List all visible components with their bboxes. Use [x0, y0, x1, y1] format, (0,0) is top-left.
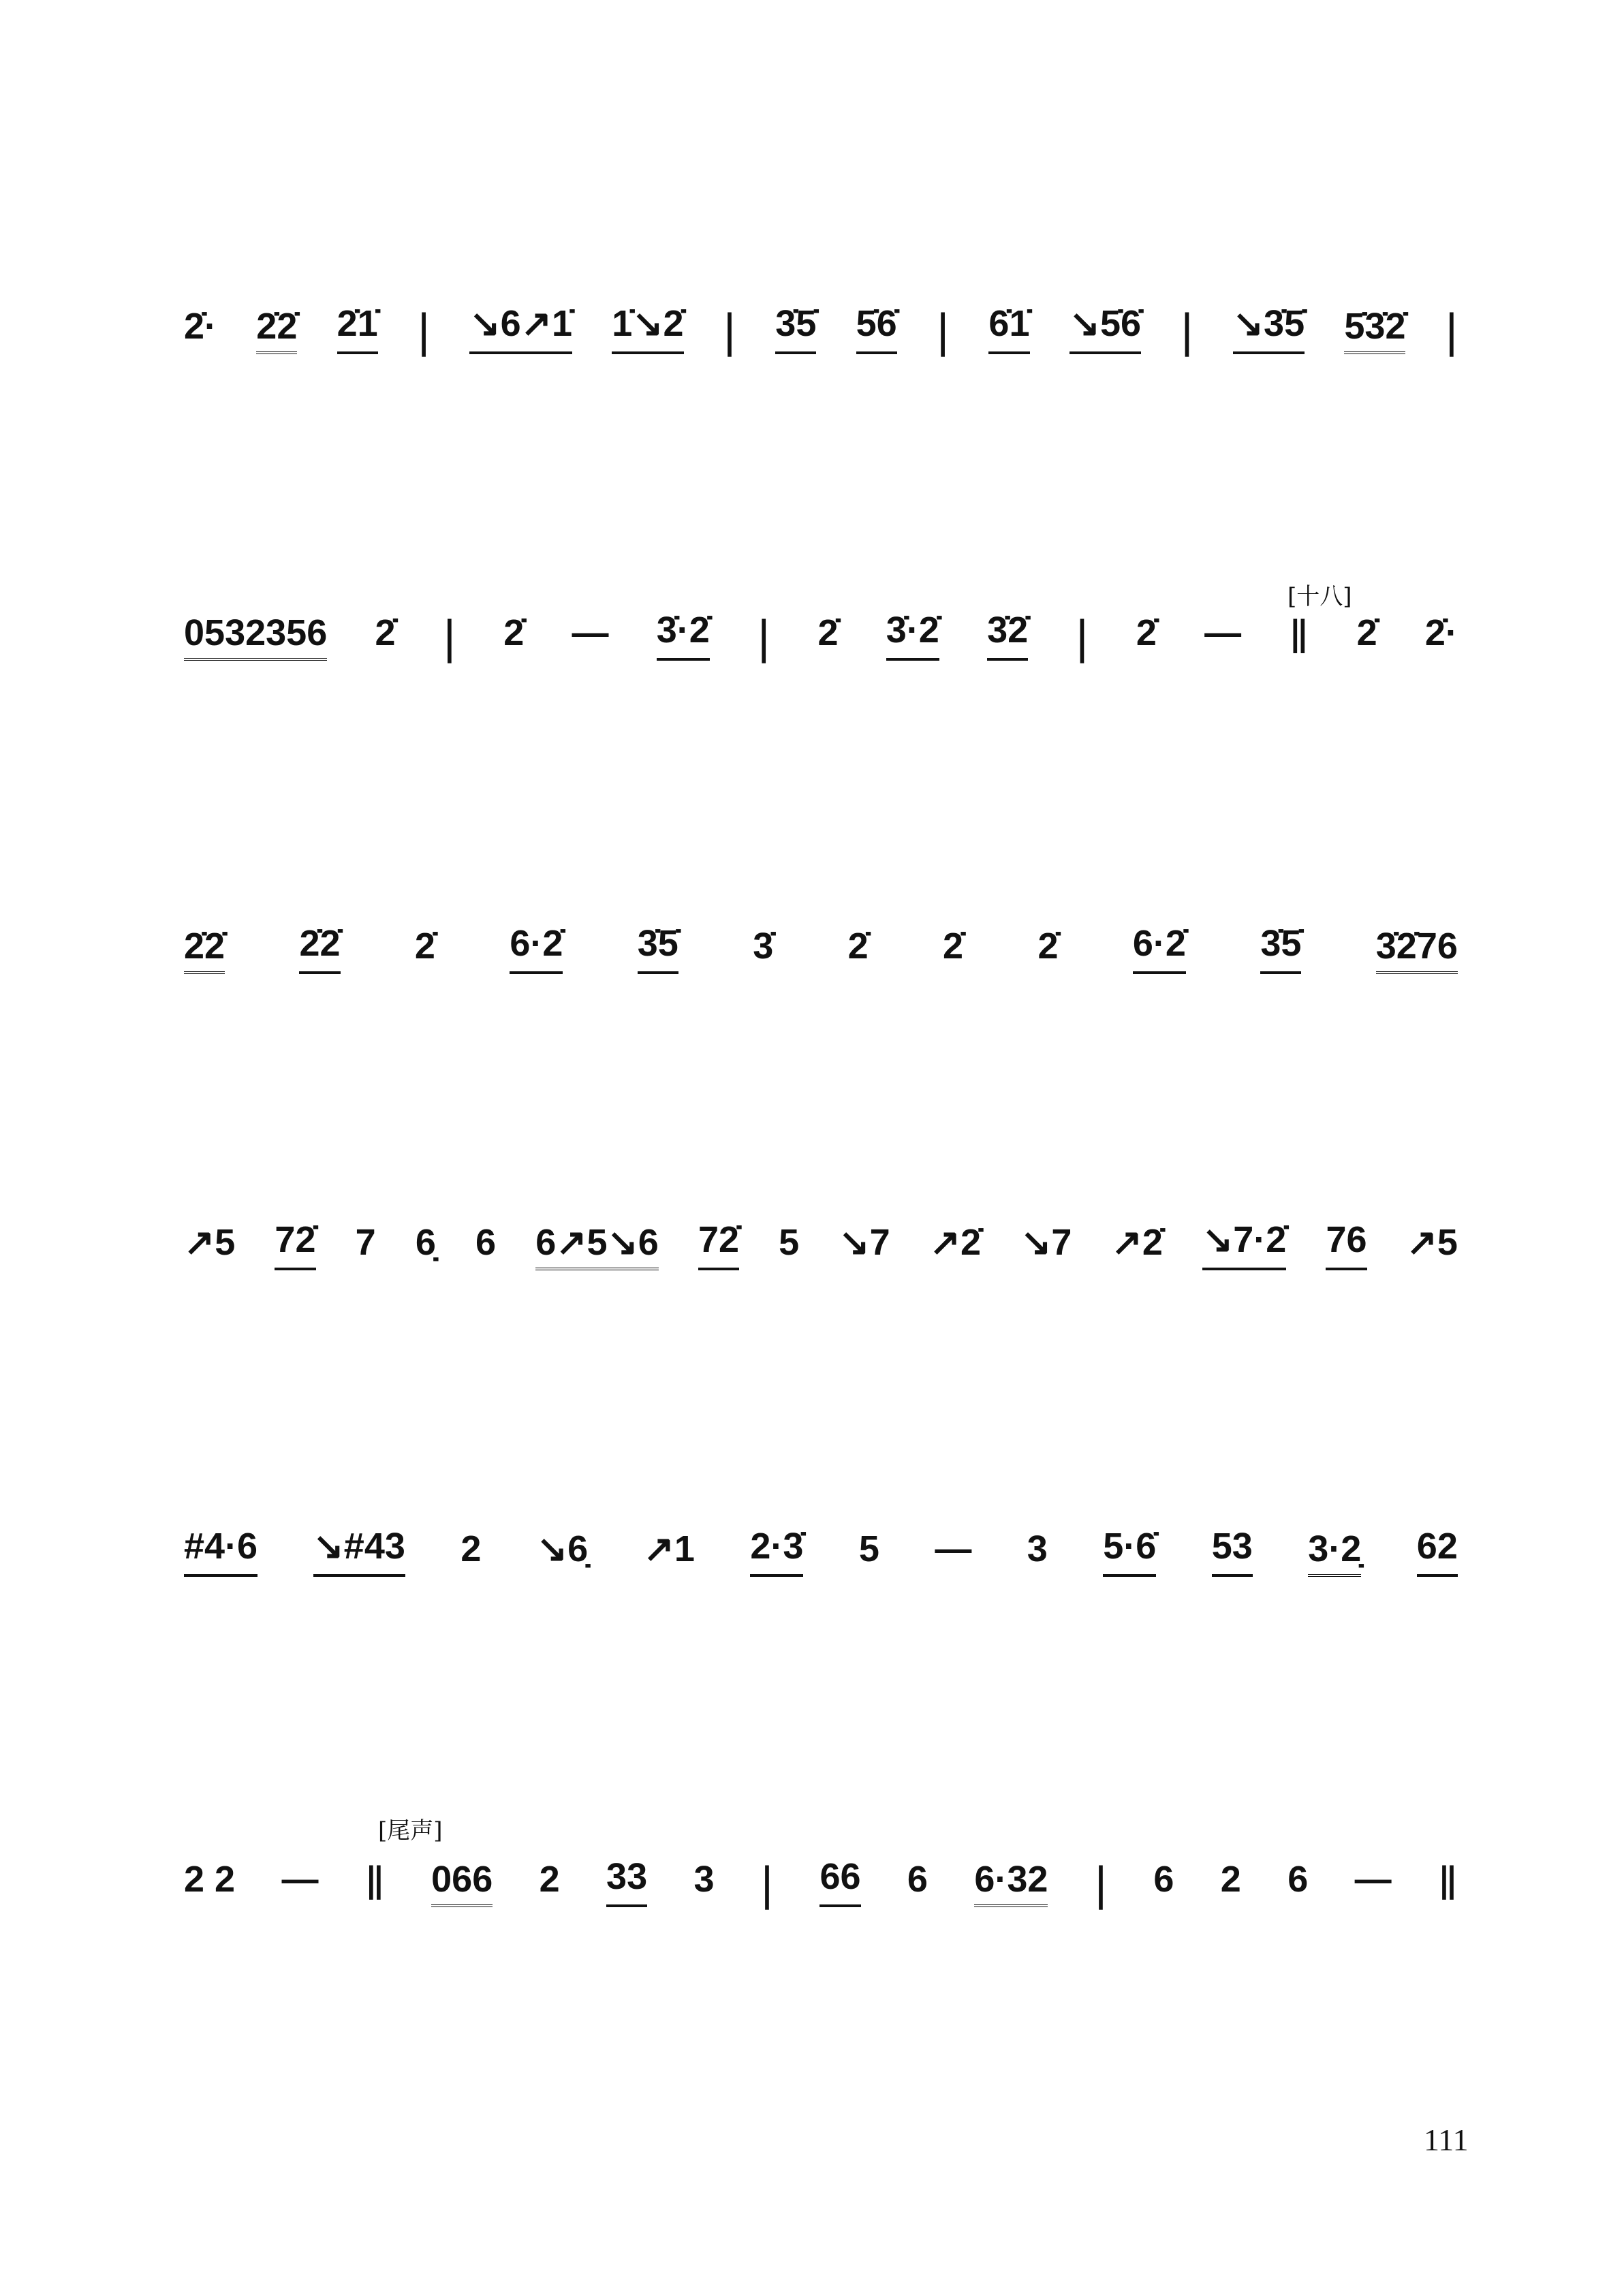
note-group: 3̇ — [753, 926, 774, 967]
note-group: ↘7 — [1020, 1222, 1072, 1263]
note-group: 6·2̇ — [510, 925, 563, 974]
barline: | — [760, 1857, 774, 1910]
barline: | — [936, 304, 950, 357]
note-group: 2̇1̇ — [337, 305, 378, 354]
note-group: 2̇· — [1424, 612, 1458, 653]
note-group: ↗2̇ — [929, 1222, 982, 1263]
note-group: 0532356 — [184, 614, 327, 661]
note-group: ↘3̇5̇ — [1233, 305, 1305, 354]
notation-system-6 — [184, 1825, 1458, 1910]
barline: ‖ — [1438, 1857, 1458, 1910]
note-group: 2̇2̇ — [184, 928, 225, 974]
note-group: ↘6↗1̇ — [469, 305, 572, 354]
note-group: 5 — [858, 1528, 879, 1569]
barline: | — [758, 610, 770, 663]
note-group: 7 — [355, 1222, 376, 1263]
note-group: 3 — [693, 1859, 715, 1900]
note-group: 2 — [539, 1859, 560, 1900]
note-group: 6 — [1153, 1859, 1174, 1900]
note-group: ↘7 — [839, 1222, 890, 1263]
note-group: 6 — [907, 1859, 928, 1900]
note-group: 72̇ — [698, 1221, 739, 1270]
barline: ‖ — [1289, 610, 1309, 663]
note-group: 3·2̣ — [1308, 1531, 1361, 1577]
note-group: 2·3̇ — [750, 1528, 803, 1577]
note-group: ↘5̇6̇ — [1069, 305, 1141, 354]
note-group: ↗5 — [1406, 1222, 1458, 1263]
note-group: 76 — [1326, 1221, 1367, 1270]
note-group: 72̇ — [275, 1221, 315, 1270]
note-group: 3̇2̇ — [987, 612, 1028, 661]
note-group: 5̇3̇2̇ — [1344, 308, 1405, 354]
page-number: 111 — [1424, 2122, 1469, 2157]
note-group: 6 — [475, 1222, 497, 1263]
note-group: — — [1204, 612, 1242, 653]
note-group: 3̇·2̇ — [657, 612, 710, 661]
barline: | — [723, 304, 736, 357]
note-group: 2̇ — [943, 926, 964, 967]
barline: | — [417, 304, 431, 357]
note-group: 53 — [1212, 1528, 1253, 1577]
section-label-18: [十八] — [1287, 583, 1352, 610]
barline: | — [1181, 304, 1193, 357]
note-group: 2 — [1220, 1859, 1241, 1900]
note-group: 1̇↘2̇ — [612, 305, 683, 354]
note-group: ↘6̣ — [536, 1528, 589, 1569]
notation-system-1 — [184, 272, 1458, 357]
note-group: 6̇1̇ — [988, 305, 1029, 354]
note-group: 2̇2̇ — [299, 925, 340, 974]
note-group: 6↗5↘6 — [535, 1224, 659, 1270]
note-group: — — [572, 612, 609, 653]
note-group: 3̇5̇ — [1260, 925, 1301, 974]
note-group: 6 — [1287, 1859, 1309, 1900]
note-group: 2̇· — [184, 306, 217, 347]
note-group: — — [281, 1859, 319, 1900]
note-group: ↘7·2̇ — [1202, 1221, 1286, 1270]
note-group: 3̇·2̇ — [886, 612, 939, 661]
note-group: 2 — [460, 1528, 482, 1569]
note-group: 62 — [1417, 1528, 1458, 1577]
notation-system-3 — [184, 892, 1458, 974]
note-group: — — [935, 1528, 972, 1569]
note-group: 2̇ — [414, 926, 435, 967]
note-group: 5̇6̇ — [856, 305, 897, 354]
note-group: 6·2̇ — [1133, 925, 1186, 974]
note-group: — — [1354, 1859, 1392, 1900]
barline: | — [443, 610, 456, 663]
note-group: 2̇ — [375, 612, 396, 653]
note-group: 5·6̇ — [1103, 1528, 1156, 1577]
note-group: ↗2̇ — [1111, 1222, 1163, 1263]
note-group: 6̣ — [415, 1222, 436, 1263]
note-group: ↗5 — [184, 1222, 236, 1263]
notation-system-5 — [184, 1495, 1458, 1577]
barline: | — [1076, 610, 1089, 663]
note-group: 5 — [779, 1222, 800, 1263]
note-group: 2̇2̇ — [256, 308, 297, 354]
note-group: 2 2 — [184, 1859, 236, 1900]
section-label-coda: [尾声] — [378, 1817, 443, 1845]
note-group: ↗1 — [643, 1528, 695, 1569]
note-group: 3̇5̇ — [775, 305, 816, 354]
note-group: 3 — [1027, 1528, 1048, 1569]
note-group: 66 — [819, 1858, 860, 1907]
note-group: 2̇ — [817, 612, 839, 653]
notation-system-4 — [184, 1189, 1458, 1270]
note-group: 066 — [431, 1861, 493, 1907]
barline: | — [1094, 1857, 1107, 1910]
note-group: 2̇ — [503, 612, 525, 653]
note-group: 2̇ — [1356, 612, 1377, 653]
note-group: ↘#43 — [313, 1528, 405, 1577]
note-group: #4·6 — [184, 1528, 257, 1577]
barline: | — [1445, 304, 1458, 357]
note-group: 6·32 — [974, 1861, 1048, 1907]
notation-system-2 — [184, 579, 1458, 661]
note-group: 2̇ — [1136, 612, 1157, 653]
note-group: 2̇ — [847, 926, 869, 967]
note-group: 3̇5̇ — [638, 925, 678, 974]
note-group: 2̇ — [1037, 926, 1059, 967]
note-group: 33 — [606, 1858, 647, 1907]
barline: ‖ — [364, 1857, 385, 1910]
note-group: 3̇2̇76 — [1376, 928, 1458, 974]
